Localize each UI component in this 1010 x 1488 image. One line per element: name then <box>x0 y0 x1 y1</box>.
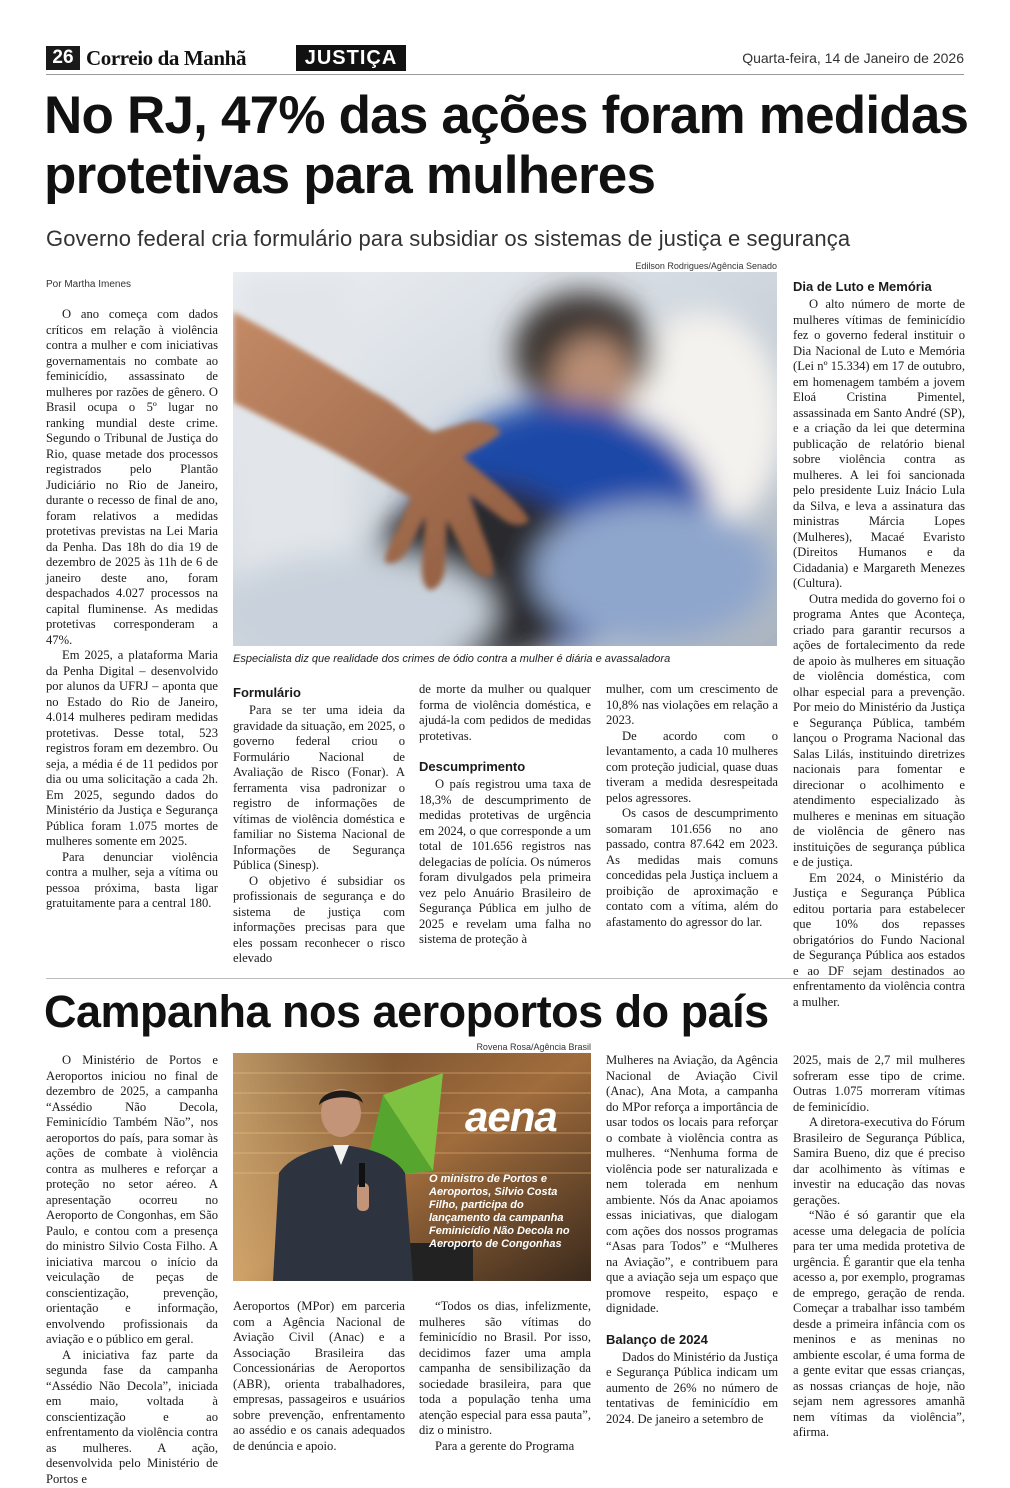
paragraph: O ano começa com dados críticos em relação à violência contra a mulher e com iniciativas governamentais no combate ao feminicídio, assassinato de mulheres por razões de gênero. O Brasil ocupa o 5º lugar no ranking mundial deste crime. Segundo o Tribunal de Justiça do Rio, quase metade dos processos registrados pelo Plantão Judiciário no Rio de Janeiro, durante o recesso de final de ano, foram relativos a medidas protetivas previstas na Lei Maria da Penha. Das 18h do dia 19 de dezembro de 2025 às 11h de 6 de janeiro deste ano, foram despachados 4.027 processos na capital fluminense. As medidas protetivas corresponderam a 47%. <box>46 307 218 647</box>
article-byline: Por Martha Imenes <box>46 279 132 290</box>
paragraph: Dados do Ministério da Justiça e Segurança Pública indicam um aumento de 26% no número de tentativas de feminicídio em 2024. De janeiro a setembro de <box>606 1349 779 1426</box>
paragraph: O alto número de morte de mulheres vítimas de feminicídio fez o governo federal instituir o Dia Nacional de Luto e Memória (Lei nº 15.334) em 17 de outubro, em homenagem também a jovem Eloá Cristina Pimentel, assassinada em Santo André (SP), e a criação da lei que determina publicação de relatório bienal sobre violência contra as mulheres. A lei foi sancionada pelo presidente Luiz Inácio Lula da Silva, e leva a assinatura das ministras Márcia Lopes (Mulheres), Macaé Evaristo (Direitos Humanos e da Cidadania) e Margareth Menezes (Cultura). <box>793 297 965 590</box>
paragraph: A iniciativa faz parte da segunda fase da campanha “Assédio Não Decola”, iniciada em maio, voltada à conscientização e ao enfrentamento da violência contra as mulheres. A ação, desenvolvida pelo Ministério de Portos e <box>46 1347 218 1486</box>
article2-column-4 <box>606 1053 778 1427</box>
article-divider <box>46 978 964 979</box>
page-number: 26 <box>46 46 80 70</box>
photo-credit: Edilson Rodrigues/Agência Senado <box>635 261 777 271</box>
paragraph: Para denunciar violência contra a mulher, seja a vítima ou pessoa próxima, basta ligar gratuitamente para a central 180. <box>46 849 218 910</box>
paragraph-continued: mulher, com um crescimento de 10,8% nas violações em relação a 2023. <box>606 682 778 727</box>
paragraph-continued: 2025, mais de 2,7 mil mulheres sofreram esse tipo de crime. Outras 1.075 morreram vítimas de feminicídio. <box>793 1053 965 1114</box>
paragraph: Em 2024, o Ministério da Justiça e Segurança Pública editou portaria para estabelecer que 10% dos repasses obrigatórios do Fundo Nacional de Segurança Pública aos estados e ao DF sejam destinados ao enfrentamento da violência contra a mulher. <box>793 870 965 1009</box>
photo-credit-2: Rovena Rosa/Agência Brasil <box>476 1042 591 1052</box>
photo-caption: Especialista diz que realidade dos crimes de ódio contra a mulher é diária e avassaladora <box>233 653 671 665</box>
section-subtitle: Dia de Luto e Memória <box>793 279 932 294</box>
article-headline: No RJ, 47% das ações foram medidas protetivas para mulheres <box>44 86 969 205</box>
section-subtitle: Descumprimento <box>419 759 526 774</box>
article2-column-2 <box>233 1299 405 1454</box>
paragraph: “Não é só garantir que ela acesse uma delegacia de polícia para ter uma medida protetiva de urgência. É garantir que ela tenha acesso a, por exemplo, programas de emprego, geração de renda. Começar a trabalhar isso também desde a primeira infância com os meninos e as meninas no ambiente escolar, é uma forma de a gente evitar que essas crianças, as nossas crianças de hoje, não sejam nem agressores amanhã nem vítimas da violência”, afirma. <box>793 1208 965 1439</box>
paragraph-continued: Mulheres na Aviação, da Agência Nacional de Aviação Civil (Anac), Ana Mota, a campanha do MPor reforça a importância de usar todos os locais para reforçar o combate à violência contra as mulheres. “Nenhuma forma de violência pode ser naturalizada e nem tolerada em nenhum ambiente. Nós da Anac apoiamos essas iniciativas, que dialogam com ações dos nossos programas “Asas para Todos” e “Mulheres na Aviação”, e contribuem para que a aviação seja um espaço que promove respeito, espaço e dignidade. <box>606 1053 778 1315</box>
article-column-2 <box>233 682 405 967</box>
article-photo <box>233 272 777 646</box>
paragraph: Para a gerente do Programa <box>435 1438 575 1453</box>
article-headline-2: Campanha nos aeroportos do país <box>44 986 769 1037</box>
header-divider <box>46 74 964 75</box>
paragraph: Os casos de descumprimento somaram 101.656 no ano passado, contra 87.642 em 2023. As medidas mais comuns concedidas pela Justiça incluem a proibição de aproximação e contato com a vítima, além do afastamento do agressor do lar. <box>606 806 778 929</box>
article-subheadline: Governo federal cria formulário para subsidiar os sistemas de justiça e segurança <box>46 226 851 251</box>
paragraph: A diretora-executiva do Fórum Brasileiro de Segurança Pública, Samira Bueno, diz que é preciso dar acolhimento às vítimas e investir na educação das novas gerações. <box>793 1115 965 1207</box>
blurred-hand-photo <box>233 272 777 646</box>
section-subtitle: Formulário <box>233 685 301 700</box>
paragraph-continued: de morte da mulher ou qualquer forma de violência doméstica, e ajudá-la com pedidos de medidas protetivas. <box>419 682 591 743</box>
paragraph-continued: Aeroportos (MPor) em parceria com a Agência Nacional de Aviação Civil (Anac) e a Associação Brasileira das Concessionárias de Aeroportos (ABR), orienta trabalhadores, empresas, passageiros e usuários sobre prevenção, enfrentamento ao assédio e os canais adequados de denúncia e apoio. <box>233 1299 405 1453</box>
article-photo-2 <box>233 1053 591 1281</box>
article-column-1 <box>46 307 218 912</box>
aena-logo: aena <box>465 1093 557 1140</box>
article-column-4 <box>606 682 778 930</box>
issue-date: Quarta-feira, 14 de Janeiro de 2026 <box>742 50 964 66</box>
paragraph: Em 2025, a plataforma Maria da Penha Digital – desenvolvido por alunos da UFRJ – aponta que no Estado do Rio de Janeiro, 4.014 mulheres pediram medidas protetivas. Desse total, 523 registros foram em dezembro. Ou seja, a média é de 11 pedidos por dia ou uma solicitação a cada 2h. Em 2025, segundo dados do Ministério da Justiça e Segurança Pública foram 1.075 mortes de mulheres somente em 2025. <box>46 648 218 848</box>
paragraph: Para se ter uma ideia da gravidade da situação, em 2025, o governo federal criou o Formulário Nacional de Avaliação de Risco (Fonar). A ferramenta visa padronizar o registro de informações de vítimas de violência doméstica e familiar no Sistema Nacional de Informações de Segurança Pública (Sinesp). <box>233 703 405 872</box>
paragraph: O país registrou uma taxa de 18,3% de descumprimento de medidas protetivas de urgência em 2024, o que corresponde a um total de 101.656 registros nas delegacias de polícia. Os números foram divulgados pela primeira vez pelo Anuário Brasileiro de Segurança Pública em julho de 2025 e revelam uma falha no sistema de proteção à <box>419 777 591 946</box>
section-tag: JUSTIÇA <box>296 45 406 71</box>
article-column-3 <box>419 682 591 948</box>
article2-column-5 <box>793 1053 965 1441</box>
photo-overlay-caption: O ministro de Portos e Aeroportos, Silvio Costa Filho, participa do lançamento da campanha Feminicídio Não Decola no Aeroporto de Congonhas <box>429 1173 570 1250</box>
section-subtitle: Balanço de 2024 <box>606 1331 708 1347</box>
paragraph: O objetivo é subsidiar os profissionais de segurança e do sistema de justiça com informações precisas para que eles possam reconhecer o risco elevado <box>233 873 405 965</box>
paragraph: “Todos os dias, infelizmente, mulheres são vítimas do feminicídio no Brasil. Por isso, decidimos fazer uma ampla campanha de sensibilização da sociedade brasileira, para que toda a população tenha uma atenção especial para essa pauta”, diz o ministro. <box>419 1299 591 1437</box>
article-column-5 <box>793 276 965 1010</box>
paragraph: De acordo com o levantamento, a cada 10 mulheres com proteção judicial, quase duas tiveram a medida desrespeitada pelos agressores. <box>606 728 778 805</box>
article2-column-1 <box>46 1053 218 1487</box>
paragraph: O Ministério de Portos e Aeroportos iniciou no final de dezembro de 2025, a campanha “Assédio Não Decola, Feminicídio Também Não”, nos aeroportos do país, para somar às ações de combate à violência contra as mulheres e reforçar a proteção no setor aéreo. A apresentação ocorreu no Aeroporto de Congonhas, em São Paulo, e contou com a presença do ministro Silvio Costa Filho. A iniciativa marcou o início da veiculação de peças de conscientização, prevenção, orientação e informação, envolvendo profissionais da aviação e o público em geral. <box>46 1053 218 1346</box>
paragraph: Outra medida do governo foi o programa Antes que Aconteça, criado para garantir recursos a ações de fortalecimento da rede de apoio às mulheres em situação de violência doméstica, com olhar especial para a prevenção. Por meio do Ministério da Justiça e Segurança Pública, também lançou o Programa Nacional das Salas Lilás, instituindo diretrizes nacionais para fomentar e direcionar o acolhimento e atendimento especializado às mulheres e meninas em situação de violência de gênero nas instituições de segurança pública e de justiça. <box>793 591 965 869</box>
article2-column-3 <box>419 1299 591 1454</box>
masthead-logo: Correio da Manhã <box>86 46 247 70</box>
